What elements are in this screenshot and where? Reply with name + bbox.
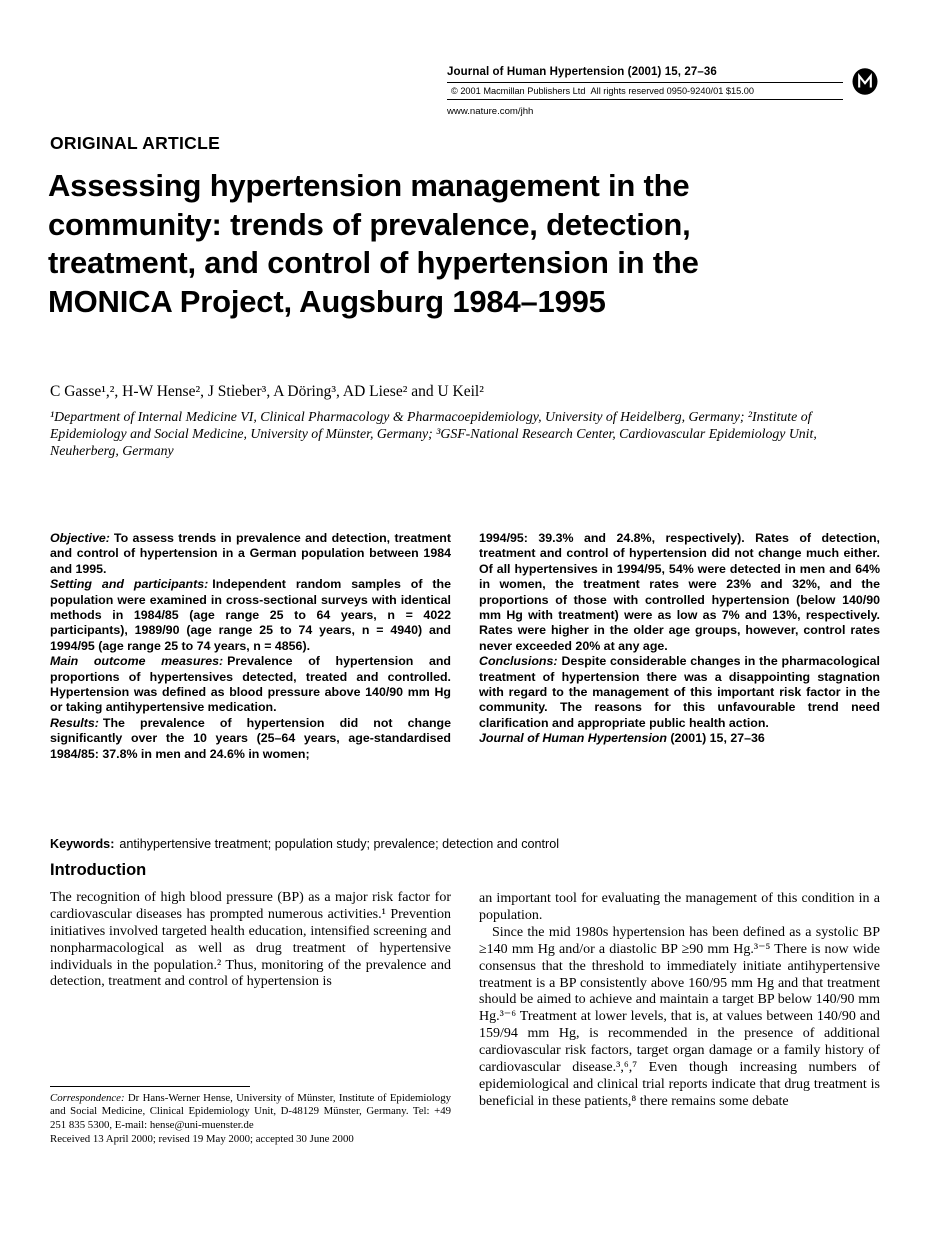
journal-issue-year: (2001) bbox=[624, 66, 665, 78]
correspondence-label: Correspondence: bbox=[50, 1092, 125, 1104]
citation-year: (2001) bbox=[666, 731, 710, 746]
abstract-section-text: Despite considerable changes in the pharmacological treatment of hypertension there was a disappointing stagnation with regard to the management of this important risk factor in the community. The reasons for this unfavourable trend need clarification and appropriate public health action. bbox=[479, 654, 880, 730]
body-paragraph: an important tool for evaluating the management of this condition in a population. bbox=[479, 891, 880, 923]
body-left-column bbox=[50, 862, 451, 1111]
keywords-line bbox=[50, 837, 880, 851]
keywords-label: Keywords: bbox=[50, 837, 115, 851]
body-paragraph: Since the mid 1980s hypertension has been defined as a systolic BP ≥140 mm Hg and/or a diastolic BP ≥90 mm Hg.³⁻⁵ There is now wide consensus that the threshold to immediately initiate antihypertensive treatment is a BP consistently above 160/95 mm Hg and that treatment should be aimed to achieve and maintain a target BP below 140/90 mm Hg.³⁻⁶ Treatment at lower levels, that is, at values between 140/90 and 159/94 mm Hg, is recommended in the presence of additional cardiovascular risk factors, target organ damage or a family history of cardiovascular disease.³,⁶,⁷ Even though increasing numbers of epidemiological and clinical trial reports indicate that drug treatment is beneficial in these patients,⁸ there remains some debate bbox=[479, 924, 880, 1109]
author-list: C Gasse¹,², H-W Hense², J Stieber³, A Döring³, AD Liese² and U Keil² bbox=[50, 383, 484, 400]
abstract-paragraph-outcome-measures bbox=[50, 654, 451, 716]
copyright-line: © 2001 Macmillan Publishers Ltd All rights reserved 0950-9240/01 $15.00 bbox=[451, 85, 754, 96]
journal-masthead bbox=[447, 66, 880, 117]
citation-pages: , 27–36 bbox=[723, 731, 765, 746]
keywords-list: antihypertensive treatment; population study; prevalence; detection and control bbox=[119, 837, 560, 851]
publisher-logo-icon bbox=[850, 67, 880, 97]
abstract-section-label: Objective: bbox=[50, 531, 110, 545]
masthead-text-block bbox=[447, 66, 843, 117]
footnote-rule bbox=[50, 1086, 250, 1087]
introduction-heading: Introduction bbox=[50, 861, 147, 879]
journal-name: Journal of Human Hypertension bbox=[447, 66, 625, 78]
abstract-section-text: To assess trends in prevalence and detection, treatment and control of hypertension in a German population between 1984 and 1995. bbox=[50, 531, 451, 576]
citation-volume: 15 bbox=[709, 731, 724, 746]
abstract-section-label: Main outcome measures: bbox=[50, 654, 224, 669]
abstract-section-text: The prevalence of hypertension did not change significantly over the 10 years (25–64 years, age-standardised 1984/85: 37.8% in men and 24.6% in women; bbox=[50, 715, 451, 761]
abstract-section-label: Conclusions: bbox=[479, 654, 558, 669]
author-affiliations: ¹Department of Internal Medicine VI, Clinical Pharmacology & Pharmacoepidemiology, University of Heidelberg, Germany; ²Institute of Epidemiology and Social Medicine, University of Münster, Germany; ³GSF-National Research Center, Cardiovascular Epidemiology Unit, Neuherberg, Germany bbox=[50, 409, 817, 458]
journal-page-range: , 27–36 bbox=[677, 66, 717, 78]
abstract-paragraph-objective bbox=[50, 531, 451, 577]
abstract-paragraph-conclusions bbox=[479, 654, 880, 731]
body-right-column bbox=[479, 862, 880, 1111]
journal-volume: 15 bbox=[664, 66, 678, 78]
body-paragraph: The recognition of high blood pressure (BP) as a major risk factor for cardiovascular diseases has prompted numerous activities.¹ Prevention initiatives involved targeted health education, intensified screening and nonpharmacological as well as drug treatment of hypertensive individuals in the population.² Thus, monitoring of the prevalence and detection, treatment and control of hypertension is bbox=[50, 889, 451, 990]
abstract-left-column bbox=[50, 531, 451, 762]
abstract-self-citation bbox=[479, 731, 880, 746]
citation-journal-name: Journal of Human Hypertension bbox=[479, 731, 667, 746]
abstract-section-label: Setting and participants: bbox=[50, 577, 209, 592]
abstract-paragraph-setting bbox=[50, 577, 451, 654]
abstract-section-label: Results: bbox=[50, 715, 99, 730]
abstract-section-text: Prevalence of hypertension and proportions of hypertensives detected, treated and controlled. Hypertension was defined as blood pressure above 140/90 mm Hg or taking antihypertensive medication. bbox=[50, 654, 451, 715]
article-type-kicker: ORIGINAL ARTICLE bbox=[50, 133, 221, 153]
journal-website-link[interactable]: www.nature.com/jhh bbox=[447, 105, 534, 117]
abstract-paragraph-results-continuation: 1994/95: 39.3% and 24.8%, respectively). Rates of detection, treatment and control of hypertension did not change much either. Of all hypertensives in 1994/95, 54% were detected in men and 64% in women, the treatment rates were 23% and 32%, and the proportions of those with controlled hypertension (below 140/90 mm Hg with treatment) were as low as 7% and 13%, respectively. Rates were higher in the older age groups, however, control rates never exceeded 20% at any age. bbox=[479, 531, 880, 653]
abstract bbox=[50, 531, 880, 762]
abstract-section-text: Independent random samples of the population were examined in cross-sectional surveys with identical methods in 1984/85 (age range 25 to 64 years, n = 4022 participants), 1989/90 (age range 25 to 74 years, n = 4940) and 1994/95 (age range 25 to 74 years, n = 4856). bbox=[50, 577, 451, 653]
abstract-right-column bbox=[479, 531, 880, 762]
abstract-paragraph-results bbox=[50, 716, 451, 762]
received-dates: Received 13 April 2000; revised 19 May 2000; accepted 30 June 2000 bbox=[50, 1133, 354, 1146]
journal-citation-line bbox=[447, 66, 843, 82]
correspondence-text bbox=[50, 1092, 451, 1132]
article-title: Assessing hypertension management in the community: trends of prevalence, detection, treatment, and control of hypertension in the MONICA Project, Augsburg 1984–1995 bbox=[48, 168, 699, 319]
article-body bbox=[50, 862, 880, 1111]
correspondence-footnote bbox=[50, 1086, 451, 1147]
correspondence-body: Dr Hans-Werner Hense, University of Münster, Institute of Epidemiology and Social Medicine, Clinical Epidemiology Unit, D-48129 Münster, Germany. Tel: +49 251 835 5300, E-mail: hense@uni-muenster.de bbox=[50, 1092, 452, 1131]
